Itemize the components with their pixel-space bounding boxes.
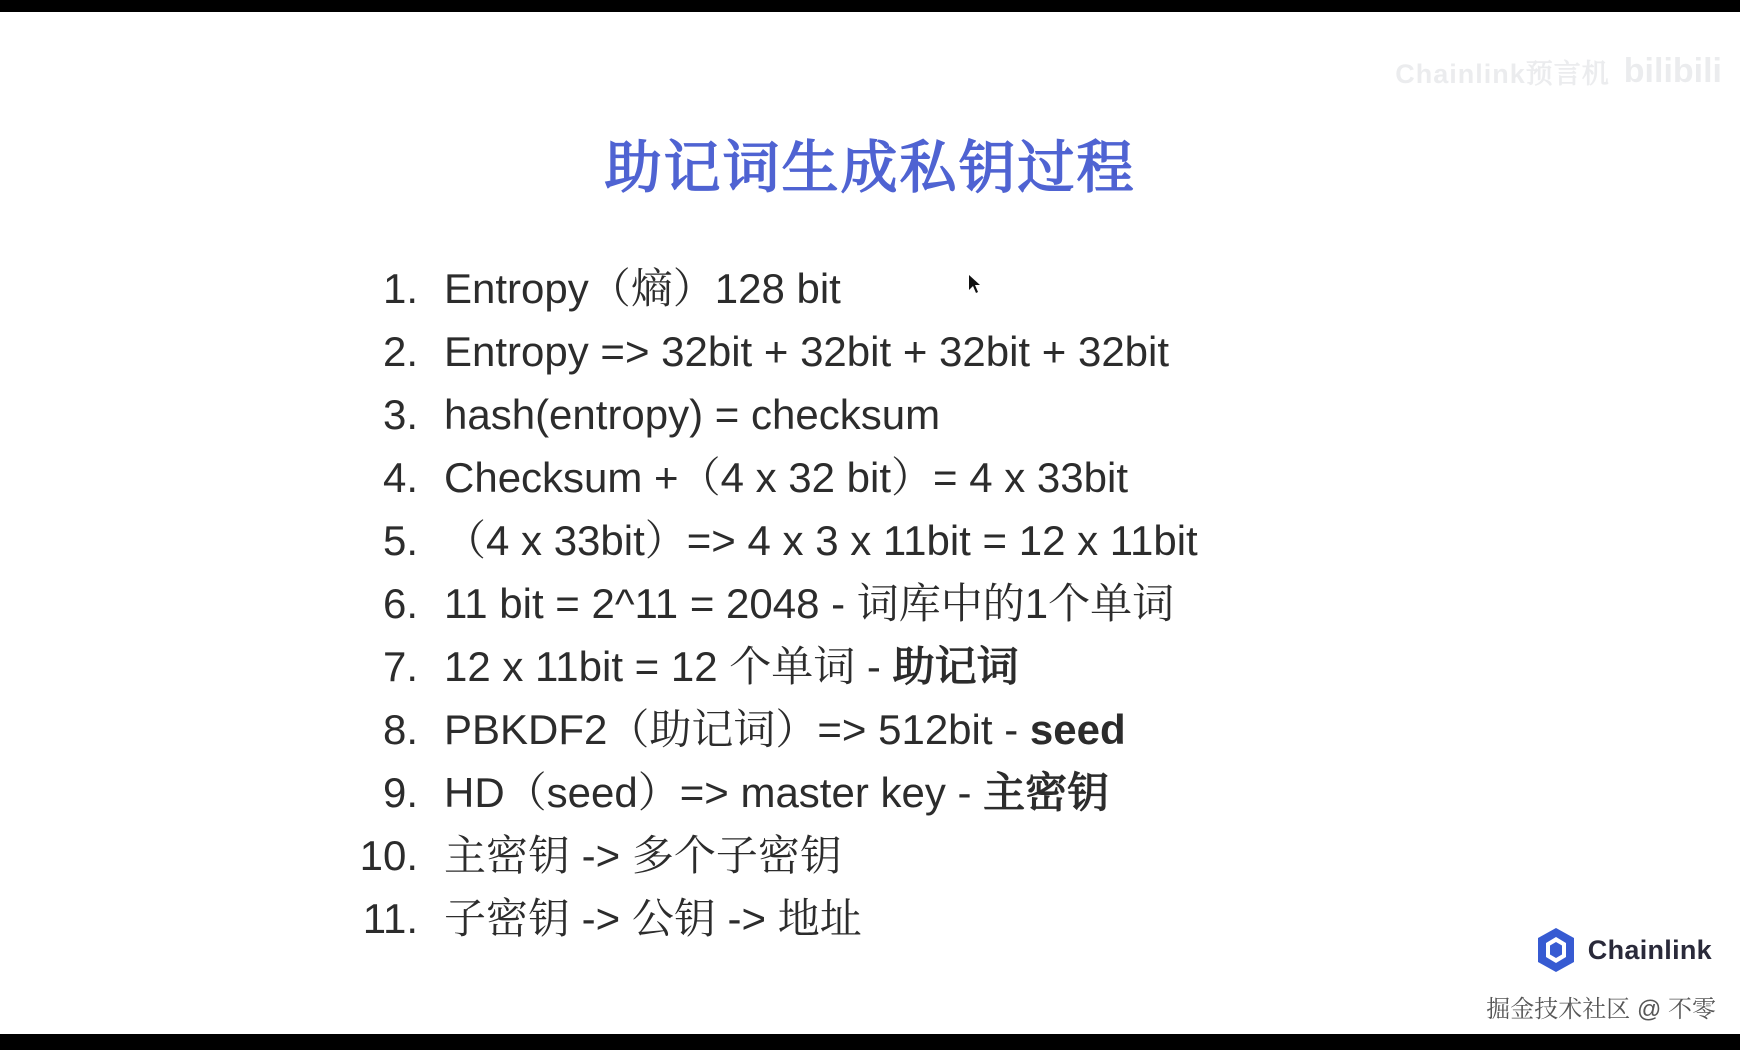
list-item-text: 主密钥 -> 多个子密钥	[444, 832, 842, 879]
list-item-text: Entropy（熵）128 bit	[444, 265, 841, 312]
list-item	[330, 257, 1630, 320]
list-item-text: Entropy => 32bit + 32bit + 32bit + 32bit	[444, 328, 1170, 375]
list-item-number: 4.	[382, 454, 418, 501]
list-item-number: 5.	[382, 517, 418, 564]
list-item-text: HD（seed）=> master key - 主密钥	[444, 769, 1110, 816]
list-item-number: 8.	[382, 706, 418, 753]
page-title: 助记词生成私钥过程	[604, 136, 1136, 200]
chainlink-watermark-text: Chainlink预言机	[1395, 59, 1610, 89]
list-item	[330, 761, 1630, 824]
list-item-text: 子密钥 -> 公钥 -> 地址	[444, 895, 862, 942]
slide-canvas	[0, 12, 1740, 1034]
list-item-number: 7.	[382, 643, 418, 690]
list-item-text: 12 x 11bit = 12 个单词 - 助记词	[444, 643, 1019, 690]
list-item	[330, 446, 1630, 509]
top-watermark	[1395, 52, 1722, 91]
list-item-number: 6.	[382, 580, 418, 627]
list-item	[330, 698, 1630, 761]
list-item	[330, 320, 1630, 383]
list-item	[330, 887, 1630, 950]
chainlink-brand-text: Chainlink	[1587, 934, 1712, 965]
list-item	[330, 635, 1630, 698]
list-item-text: hash(entropy) = checksum	[444, 391, 941, 438]
list-item	[330, 824, 1630, 887]
list-item-number: 10.	[359, 832, 418, 879]
list-item-number: 9.	[382, 769, 418, 816]
list-item	[330, 509, 1630, 572]
list-item-number: 3.	[382, 391, 418, 438]
chainlink-logo	[1534, 926, 1712, 974]
list-item-number: 1.	[382, 265, 418, 312]
list-item-number: 11.	[362, 895, 418, 942]
bottom-watermark-text: 掘金技术社区 @ 不零	[1486, 996, 1716, 1023]
bilibili-watermark-text: bilibili	[1623, 52, 1722, 90]
list-item-text: PBKDF2（助记词）=> 512bit - seed	[444, 706, 1126, 753]
numbered-list	[330, 257, 1630, 950]
chainlink-hexagon-icon	[1534, 926, 1578, 974]
list-item-text: Checksum +（4 x 32 bit）= 4 x 33bit	[444, 454, 1128, 501]
list-item	[330, 572, 1630, 635]
list-item	[330, 383, 1630, 446]
list-item-number: 2.	[382, 328, 418, 375]
list-item-text: 11 bit = 2^11 = 2048 - 词库中的1个单词	[444, 580, 1175, 627]
list-item-text: （4 x 33bit）=> 4 x 3 x 11bit = 12 x 11bit	[444, 517, 1198, 564]
